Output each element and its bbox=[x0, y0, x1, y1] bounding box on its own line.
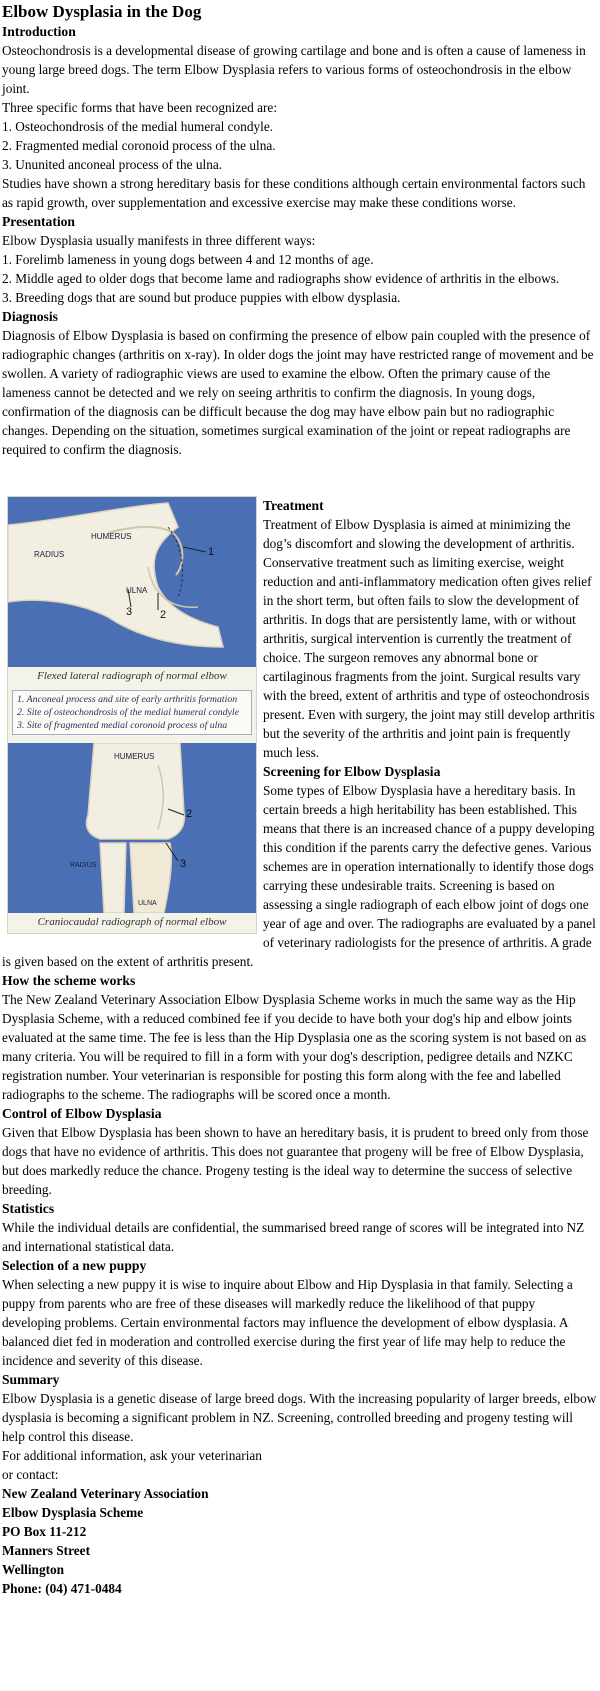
scheme-heading: How the scheme works bbox=[2, 973, 136, 988]
summary-heading: Summary bbox=[2, 1372, 60, 1387]
puppy-paragraph: When selecting a new puppy it is wise to inquire about Elbow and Hip Dysplasia in that family. Selecting a puppy from parents who are free of these diseases will markedly reduce the likelihood of that puppy developing problems. Certain environmental factors may influence the development of elbow dysplasia. A balanced diet fed in moderation and controlled exercise during the first year of life may help to reduce the incidence and severity of this disease. bbox=[2, 1277, 573, 1368]
lateral-legend bbox=[12, 690, 252, 735]
contact-organization: New Zealand Veterinary Association bbox=[2, 1486, 209, 1501]
presentation-item: 1. Forelimb lameness in young dogs between 4 and 12 months of age. bbox=[2, 252, 374, 267]
contact-block bbox=[2, 1484, 597, 1598]
marker-2-label: 2 bbox=[186, 808, 193, 820]
form-item: 2. Fragmented medial coronoid process of the ulna. bbox=[2, 138, 276, 153]
presentation-paragraph: Elbow Dysplasia usually manifests in three different ways: bbox=[2, 233, 316, 248]
marker-3-label: 3 bbox=[126, 606, 133, 618]
craniocaudal-elbow-illustration bbox=[8, 743, 256, 913]
introduction-heading: Introduction bbox=[2, 24, 76, 39]
summary-contact-line: or contact: bbox=[2, 1467, 59, 1482]
lateral-elbow-illustration bbox=[8, 497, 256, 667]
contact-city: Wellington bbox=[2, 1562, 65, 1577]
diagnosis-paragraph: Diagnosis of Elbow Dysplasia is based on confirming the presence of elbow pain coupled with the presence of radiographic changes (arthritis on x-ray). In older dogs the joint may have restricted range of movement and be swollen. A variety of radiographic views are used to examine the elbow. Often the primary cause of the lameness cannot be detected and we rely on seeing arthritis to confirm the diagnosis. In young dogs, confirmation of the diagnosis can be difficult because the dog may have elbow pain but no radiographic changes. Depending on the situation, sometimes surgical examination of the joint or repeat radiographs are required to confirm the diagnosis. bbox=[2, 328, 594, 457]
puppy-heading: Selection of a new puppy bbox=[2, 1258, 147, 1273]
control-heading: Control of Elbow Dysplasia bbox=[2, 1106, 162, 1121]
scheme-paragraph: The New Zealand Veterinary Association Elbow Dysplasia Scheme works in much the same way as the Hip Dysplasia Scheme, with a reduced combined fee if you decide to have both your dog's hip and elbow joints evaluated at the same time. The fee is less than the Hip Dysplasia one as the scoring system is not based on as many criteria. You will be required to fill in a form with your dog's description, pedigree details and NZKC registration number. Your veterinarian is responsible for posting this form along with the fee and labelled radiographs to the scheme. The radiographs will be scored once a month. bbox=[2, 992, 587, 1102]
legend-item: 1. Anconeal process and site of early arthritis formation bbox=[17, 694, 238, 705]
radius-label: RADIUS bbox=[70, 862, 97, 869]
lateral-caption: Flexed lateral radiograph of normal elbow bbox=[37, 670, 227, 682]
treatment-paragraph: Treatment of Elbow Dysplasia is aimed at minimizing the dog’s discomfort and slowing the development of arthritis. Conservative treatment such as limiting exercise, weight reduction and anti-inflammatory medication often gives relief in the short term, but often fails to slow the development of arthritis. In dogs that are persistently lame, with or without arthritis, surgical intervention is currently the treatment of choice. The surgeon removes any abnormal bone or cartilaginous fragments from the joint. Surgical results vary with the breed, extent of arthritis and type of osteochondrosis present. Even with surgery, the joint may still develop arthritis but the severity of the arthritis and joint pain is frequently much less. bbox=[263, 517, 595, 760]
introduction-hereditary-paragraph: Studies have shown a strong hereditary basis for these conditions although certain environmental factors such as rapid growth, over supplementation and excessive exercise may make these conditions worse. bbox=[2, 176, 586, 210]
presentation-heading: Presentation bbox=[2, 214, 75, 229]
radius-label: RADIUS bbox=[34, 550, 65, 559]
form-item: 1. Osteochondrosis of the medial humeral condyle. bbox=[2, 119, 274, 134]
ulna-label: ULNA bbox=[126, 586, 148, 595]
presentation-item: 2. Middle aged to older dogs that become lame and radiographs show evidence of arthritis in the elbows. bbox=[2, 271, 560, 286]
marker-1-label: 1 bbox=[208, 546, 215, 558]
legend-item: 3. Site of fragmented medial coronoid process of ulna bbox=[17, 720, 228, 731]
lateral-radiograph-figure bbox=[7, 496, 257, 934]
introduction-forms-lead: Three specific forms that have been recognized are: bbox=[2, 100, 278, 115]
contact-po-box: PO Box 11-212 bbox=[2, 1524, 87, 1539]
summary-veterinarian-line: For additional information, ask your veterinarian bbox=[2, 1448, 262, 1463]
humerus-label: HUMERUS bbox=[91, 532, 132, 541]
figure-column bbox=[7, 496, 257, 934]
diagnosis-heading: Diagnosis bbox=[2, 309, 58, 324]
marker-2-label: 2 bbox=[160, 609, 167, 621]
statistics-heading: Statistics bbox=[2, 1201, 55, 1216]
contact-scheme: Elbow Dysplasia Scheme bbox=[2, 1505, 144, 1520]
craniocaudal-caption: Craniocaudal radiograph of normal elbow bbox=[37, 916, 227, 928]
form-item: 3. Ununited anconeal process of the ulna. bbox=[2, 157, 223, 172]
legend-item: 2. Site of osteochondrosis of the medial humeral condyle bbox=[17, 707, 239, 718]
statistics-paragraph: While the individual details are confidential, the summarised breed range of scores will be integrated into NZ and international statistical data. bbox=[2, 1220, 585, 1254]
radius-shape bbox=[100, 843, 126, 913]
screening-paragraph: Some types of Elbow Dysplasia have a hereditary basis. In certain breeds a high heritability has been established. This means that there is an increased chance of a puppy developing this condition if the parents carry the defective genes. Various schemes are in operation internationally to identify those dogs carrying these undesirable traits. Screening is based on assessing a single radiograph of each elbow joint of dogs one year of age and over. The radiographs are evaluated by a panel of veterinary radiologists for the presence of arthritis. A grade is given based on the extent of arthritis present. bbox=[2, 783, 596, 969]
contact-street: Manners Street bbox=[2, 1543, 91, 1558]
humerus-label: HUMERUS bbox=[114, 752, 155, 761]
control-paragraph: Given that Elbow Dysplasia has been shown to have an hereditary basis, it is prudent to breed only from those dogs that have no evidence of arthritis. This does not guarantee that progeny will be free of Elbow Dysplasia, but does markedly reduce the chance. Progeny testing is the ideal way to determine the success of selective breeding. bbox=[2, 1125, 589, 1197]
summary-paragraph: Elbow Dysplasia is a genetic disease of large breed dogs. With the increasing popularity of larger breeds, elbow dysplasia is becoming a significant problem in NZ. Screening, controlled breeding and progeny testing will help control this disease. bbox=[2, 1391, 597, 1444]
page-title: Elbow Dysplasia in the Dog bbox=[2, 2, 202, 21]
introduction-paragraph: Osteochondrosis is a developmental disease of growing cartilage and bone and is often a cause of lameness in young large breed dogs. The term Elbow Dysplasia refers to various forms of osteochondrosis in the elbow joint. bbox=[2, 43, 586, 96]
screening-heading: Screening for Elbow Dysplasia bbox=[263, 764, 441, 779]
section-spacer bbox=[2, 459, 597, 496]
presentation-item: 3. Breeding dogs that are sound but produce puppies with elbow dysplasia. bbox=[2, 290, 401, 305]
ulna-label: ULNA bbox=[138, 900, 157, 907]
marker-3-label: 3 bbox=[180, 858, 187, 870]
treatment-heading: Treatment bbox=[263, 498, 324, 513]
contact-phone: Phone: (04) 471-0484 bbox=[2, 1581, 122, 1596]
